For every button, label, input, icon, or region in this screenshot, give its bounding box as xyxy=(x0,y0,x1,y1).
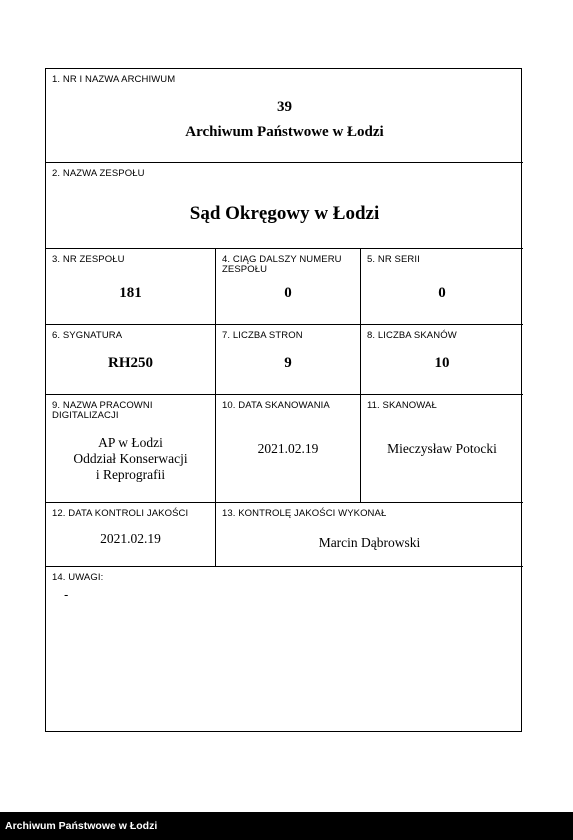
page-count: 9 xyxy=(284,355,292,371)
field-qc-by xyxy=(216,503,523,567)
digitization-lab-line2: Oddział Konserwacji xyxy=(73,451,188,466)
fonds-continuation: 0 xyxy=(284,285,292,301)
footer-archive-name: Archiwum Państwowe w Łodzi xyxy=(5,820,158,832)
scan-count: 10 xyxy=(434,355,450,371)
field-scan-date-label: 10. DATA SKANOWANIA xyxy=(222,400,330,411)
field-fonds-name-label: 2. NAZWA ZESPOŁU xyxy=(52,168,145,179)
footer-bar xyxy=(0,812,573,840)
qc-date: 2021.02.19 xyxy=(100,531,161,546)
signature: RH250 xyxy=(108,355,153,371)
digitization-lab-line1: AP w Łodzi xyxy=(98,435,163,450)
field-scan-date xyxy=(216,395,361,503)
archive-name: Archiwum Państwowe w Łodzi xyxy=(185,124,384,140)
field-qc-by-label: 13. KONTROLĘ JAKOŚCI WYKONAŁ xyxy=(222,508,387,519)
field-digitization-lab xyxy=(46,395,216,503)
field-archive-label: 1. NR I NAZWA ARCHIWUM xyxy=(52,74,176,85)
series-number: 0 xyxy=(438,285,446,301)
field-series-number-label: 5. NR SERII xyxy=(367,254,420,265)
field-series-number xyxy=(361,249,523,325)
field-scan-count-label: 8. LICZBA SKANÓW xyxy=(367,330,457,341)
scanned-by: Mieczysław Potocki xyxy=(387,441,497,456)
field-remarks-label: 14. UWAGI: xyxy=(52,572,104,583)
field-fonds-number xyxy=(46,249,216,325)
field-signature xyxy=(46,325,216,395)
archive-number: 39 xyxy=(277,99,292,115)
fonds-number: 181 xyxy=(119,285,142,301)
digitization-lab-line3: i Reprografii xyxy=(95,467,166,482)
field-remarks xyxy=(46,567,523,731)
field-scanned-by-label: 11. SKANOWAŁ xyxy=(367,400,437,411)
field-archive xyxy=(46,69,523,163)
field-scanned-by xyxy=(361,395,523,503)
field-fonds-continuation-label: 4. CIĄG DALSZY NUMERU ZESPOŁU xyxy=(222,254,342,275)
field-fonds-name xyxy=(46,163,523,249)
field-qc-date xyxy=(46,503,216,567)
field-fonds-continuation xyxy=(216,249,361,325)
field-page-count-label: 7. LICZBA STRON xyxy=(222,330,303,341)
field-fonds-number-label: 3. NR ZESPOŁU xyxy=(52,254,125,265)
fonds-name: Sąd Okręgowy w Łodzi xyxy=(189,203,380,224)
field-signature-label: 6. SYGNATURA xyxy=(52,330,123,341)
qc-by: Marcin Dąbrowski xyxy=(318,535,421,550)
field-qc-date-label: 12. DATA KONTROLI JAKOŚCI xyxy=(52,508,189,519)
remarks-value: - xyxy=(64,587,69,602)
field-page-count xyxy=(216,325,361,395)
scan-date: 2021.02.19 xyxy=(257,441,319,456)
field-scan-count xyxy=(361,325,523,395)
metadata-card xyxy=(45,68,522,732)
field-digitization-lab-label: 9. NAZWA PRACOWNI DIGITALIZACJI xyxy=(52,400,153,421)
